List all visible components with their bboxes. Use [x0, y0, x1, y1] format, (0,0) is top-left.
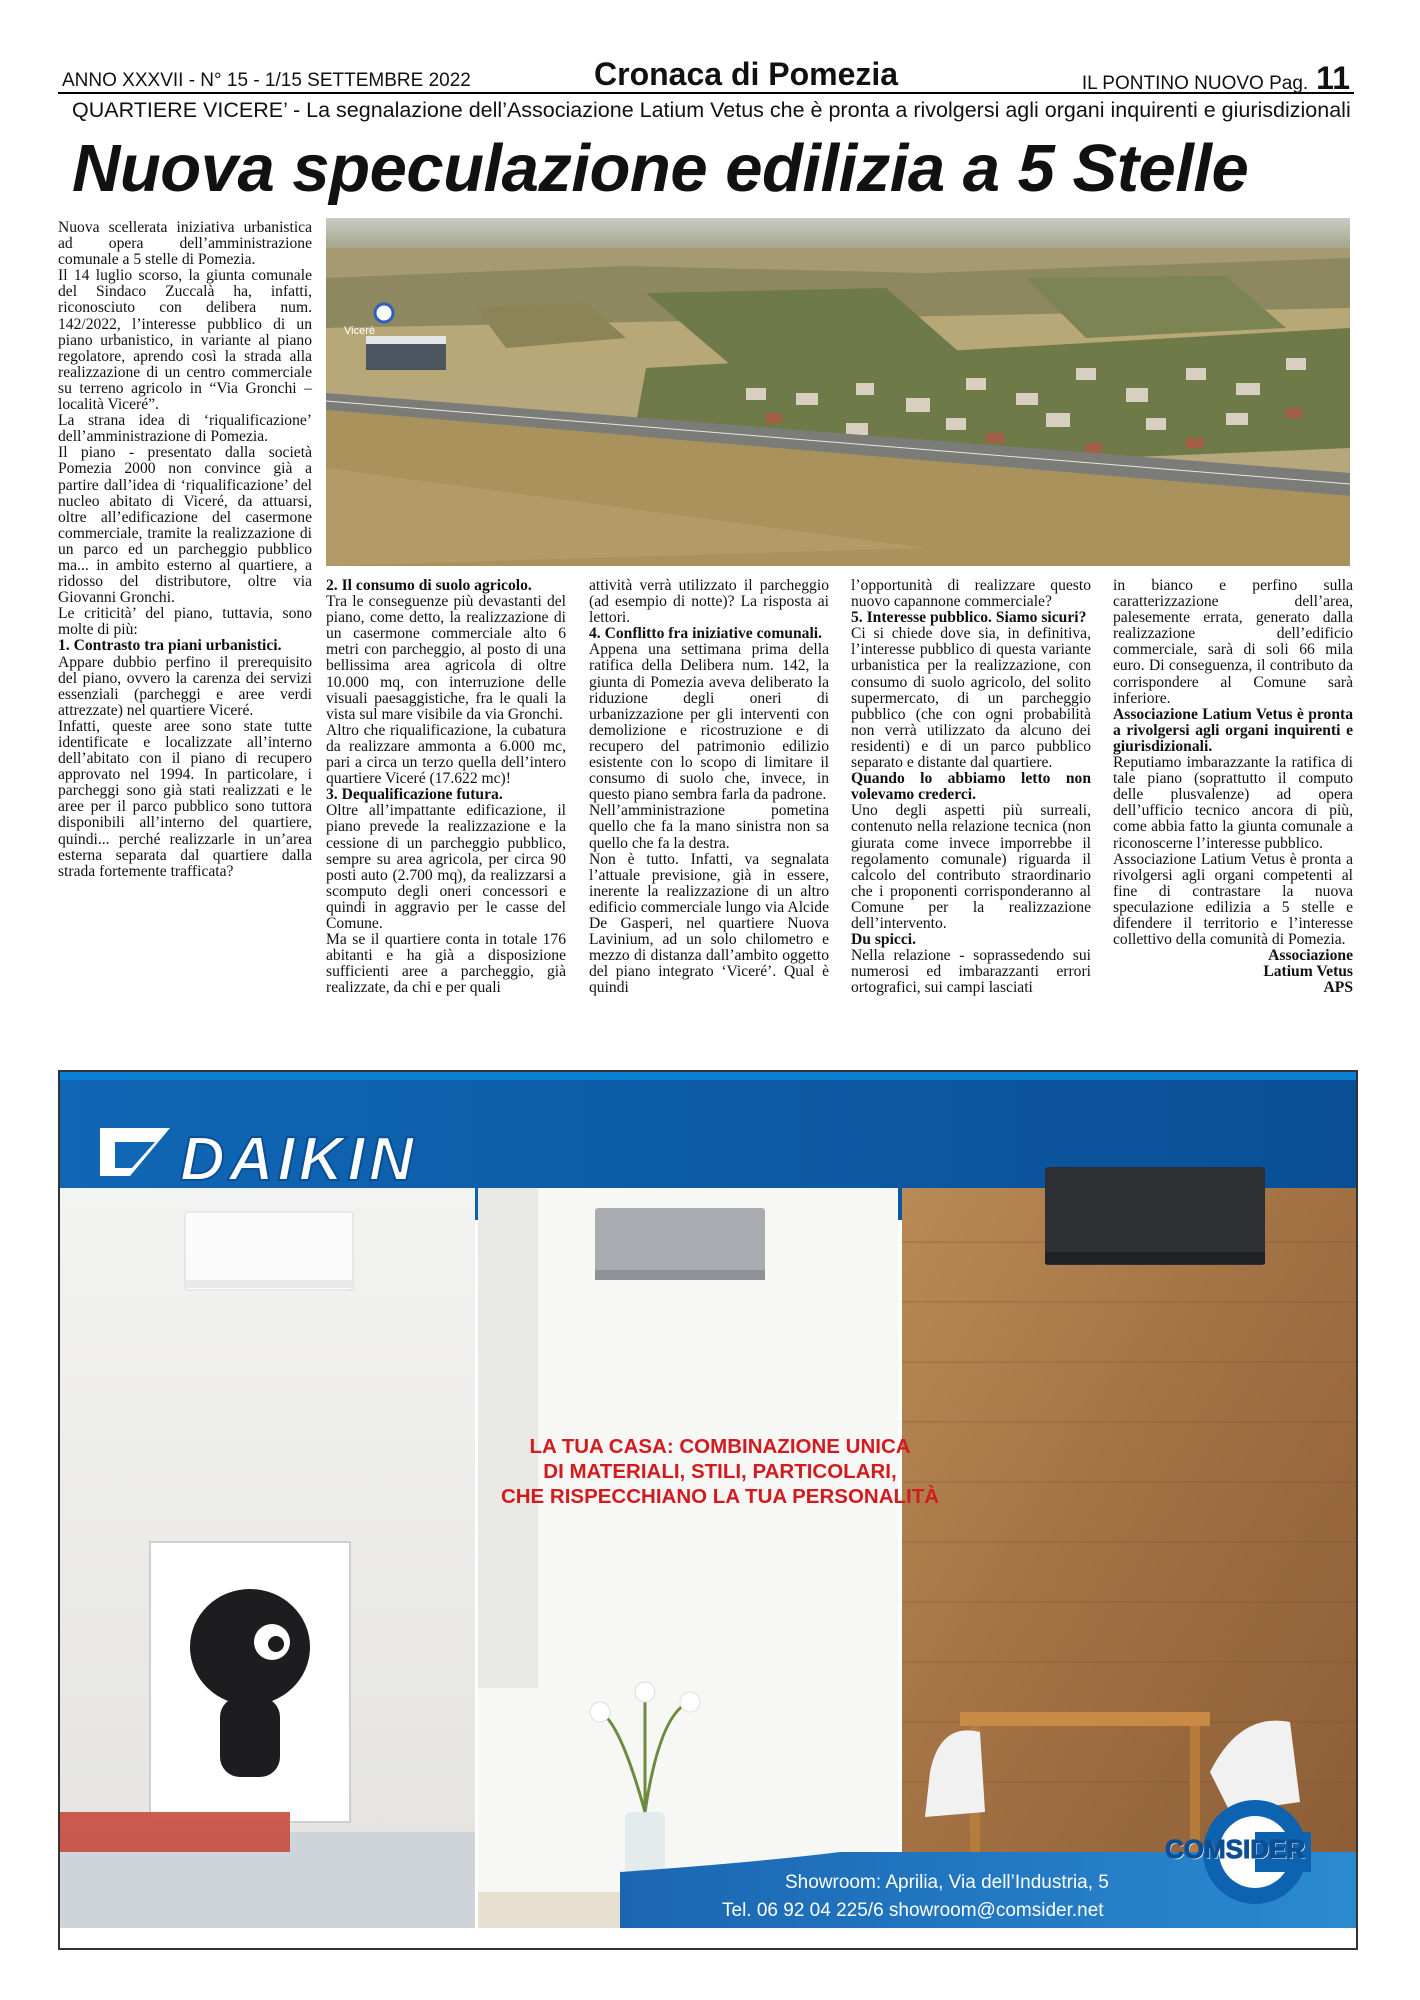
paragraph: attività verrà utilizzato il parcheggio (ad esempio di notte)? La risposta ai lettori. [589, 577, 829, 627]
issue-info: ANNO XXXVII - N° 15 - 1/15 SETTEMBRE 2022 [62, 70, 471, 91]
paragraph: Non è tutto. Infatti, va segnalata l’attuale previsione, già in essere, inerente la realizzazione di un altro edificio commerciale lungo via Alcide De Gasperi, nel quartiere Nuova Lavinium, ad un solo chilometro e mezzo di distanza dall’ambito oggetto del piano integrato ‘Viceré’. Qual è quindi [589, 850, 829, 997]
signature-line: APS [1323, 979, 1353, 997]
daikin-logo: DAIKIN [180, 1125, 418, 1194]
paragraph: Le criticità’ del piano, tuttavia, sono molte di più: [58, 605, 312, 639]
slogan-line: DI MATERIALI, STILI, PARTICOLARI, [543, 1460, 897, 1483]
paragraph: Nuova scellerata iniziativa urbanistica ad opera dell’amministrazione comunale a 5 stelle di Pomezia. [58, 219, 312, 269]
paragraph: Appare dubbio perfino il prerequisito del piano, ovvero la carenza dei servizi essenziali (parcheggi e aree verdi attrezzate) nel quartiere Viceré. [58, 653, 312, 719]
article-column-1 [58, 220, 312, 880]
comsider-logo: COMSIDER [1165, 1834, 1306, 1864]
subheading: Du spicci. [851, 931, 916, 949]
subheading: 5. Interesse pubblico. Siamo sicuri? [851, 609, 1087, 627]
subheading: Associazione Latium Vetus è pronta a rivolgersi agli organi inquirenti e giurisdizionali. [1113, 705, 1353, 755]
aerial-photo-illustration [326, 218, 1350, 566]
paragraph: Oltre all’impattante edificazione, il piano prevede la realizzazione e la cessione di un parcheggio pubblico, sempre su area agricola, per circa 90 posti auto (2.700 mq), da realizzarsi a scomputo degli oneri concessori e quindi in aggravio per le casse del Comune. [326, 802, 566, 932]
page-number: 11 [1316, 60, 1350, 96]
paragraph: Associazione Latium Vetus è pronta a rivolgersi agli organi competenti al fine di contrastare la nuova speculazione edilizia a 5 stelle e difendere il territorio e l’interesse collettivo della comunità di Pomezia. [1113, 850, 1353, 949]
subheading: 2. Il consumo di suolo agricolo. [326, 577, 532, 594]
paragraph: Appena una settimana prima della ratifica della Delibera num. 142, la giunta di Pomezia aveva deliberato la riduzione degli oneri di urbanizzazione per gli interventi con demolizione e ricostruzione e di recupero del patrimonio edilizio esistente con lo scopo di limitare il consumo di suolo che, invece, in questo piano sembra farla da padrone. [589, 641, 829, 804]
aerial-photo [326, 218, 1350, 566]
subheading: Quando lo abbiamo letto non volevamo crederci. [851, 770, 1091, 804]
daikin-advertisement[interactable] [58, 1070, 1358, 1950]
article-kicker: QUARTIERE VICERE’ - La segnalazione dell’Associazione Latium Vetus che è pronta a rivolgersi agli organi inquirenti e giurisdizionali [72, 98, 1351, 122]
paragraph: Reputiamo imbarazzante la ratifica di tale piano (soprattutto il computo delle plusvalenze) ad opera dell’ufficio tecnico ancora di più, come abbia fatto la giunta comunale a riconoscerne l’interesse pubblico. [1113, 754, 1353, 852]
paragraph: Il piano - presentato dalla società Pomezia 2000 non convince già a partire dall’idea di ‘riqualificazione’ del nucleo abitato di Viceré, da attuarsi, oltre all’edificazione del casermone commerciale, tramite la realizzazione di un parco ed un parcheggio pubblico ma... in ambito esterno al quartiere, a ridosso del distributore, oltre via Giovanni Gronchi. [58, 444, 312, 607]
showroom-address: Showroom: Aprilia, Via dell’Industria, 5 [785, 1872, 1109, 1893]
page-info [1082, 60, 1350, 97]
advertisement-artwork [60, 1072, 1356, 1948]
paragraph: Il 14 luglio scorso, la giunta comunale del Sindaco Zuccalà ha, infatti, riconosciuto con delibera num. 142/2022, l’interesse pubblico di un piano urbanistico, in variante al piano regolatore, aprendo così la strada alla realizzazione di un centro commerciale su terreno agricolo in “Via Gronchi – località Viceré”. [58, 267, 312, 414]
subheading: 3. Dequalificazione futura. [326, 786, 503, 804]
ad-slogan [480, 1434, 960, 1509]
paragraph: in bianco e perfino sulla caratterizzazione dell’area, palesemente errata, generato dalla realizzazione dell’edificio commerciale, sarà di soli 66 mila euro. Di conseguenza, il contributo da corrispondere al Comune sarà inferiore. [1113, 577, 1353, 707]
signature-line: Latium Vetus [1263, 963, 1353, 981]
publication-name: IL PONTINO NUOVO Pag. [1081, 73, 1309, 94]
paragraph: La strana idea di ‘riqualificazione’ dell’amministrazione di Pomezia. [58, 412, 312, 446]
article-column-4 [851, 578, 1091, 996]
slogan-line: CHE RISPECCHIANO LA TUA PERSONALITÀ [500, 1485, 940, 1508]
paragraph: Nella relazione - soprassedendo sui numerosi ed imbarazzanti errori ortografici, sui campi lasciati [851, 947, 1091, 997]
photo-location-label: Vicerè [344, 325, 375, 337]
paragraph: l’opportunità di realizzare questo nuovo capannone commerciale? [851, 577, 1091, 611]
subheading: 4. Conflitto fra iniziative comunali. [589, 625, 823, 643]
paragraph: Tra le conseguenze più devastanti del piano, come detto, la realizzazione di un casermone commerciale alto 6 metri con parcheggio, al posto di una bellissima area agricola di oltre 10.000 mq, con interruzione delle visuali paesaggistiche, fra le quali la vista sul mare visibile da via Gronchi. [326, 593, 566, 723]
masthead [58, 58, 1354, 94]
paragraph: Uno degli aspetti più surreali, contenuto nella relazione tecnica (non giurata come invece imporrebbe il regolamento comunale) riguarda il calcolo del contributo straordinario che i proponenti corrisponderanno al Comune per la realizzazione dell’intervento. [851, 802, 1091, 932]
section-title: Cronaca di Pomezia [594, 56, 899, 92]
subheading: 1. Contrasto tra piani urbanistici. [58, 637, 282, 655]
paragraph: Ci si chiede dove sia, in definitiva, l’interesse pubblico di questa variante urbanistica per la realizzazione, con consumo di suolo agricolo, del solito supermercato, di un parcheggio pubblico (che con ogni probabilità non verrà utilizzato da alcuno dei residenti) e di un parco pubblico separato e distante dal quartiere. [851, 625, 1091, 772]
paragraph: Nell’amministrazione pometina quello che fa la mano sinistra non sa quello che fa la destra. [589, 802, 829, 852]
article-column-5 [1113, 578, 1353, 996]
article-column-3 [589, 578, 829, 996]
article-column-2 [326, 578, 566, 996]
showroom-contact[interactable]: Tel. 06 92 04 225/6 showroom@comsider.net [722, 1900, 1104, 1921]
article-headline: Nuova speculazione edilizia a 5 Stelle [72, 131, 1249, 206]
paragraph: Infatti, queste aree sono state tutte identificate e localizzate all’interno dell’abitato con il piano di recupero approvato nel 1994. In particolare, i parcheggi sono già stati realizzati e le aree per il parco pubblico sono tuttora disponibili all’interno del quartiere, quindi... perché realizzarle in un’area esterna separata dal quartiere dalla strada fortemente trafficata? [58, 717, 312, 880]
slogan-line: LA TUA CASA: COMBINAZIONE UNICA [529, 1435, 911, 1458]
paragraph: Altro che riqualificazione, la cubatura da realizzare ammonta a 6.000 mc, pari a circa un terzo quella dell’intero quartiere Viceré (17.622 mc)! [326, 721, 566, 788]
signature-line: Associazione [1268, 947, 1353, 965]
paragraph: Ma se il quartiere conta in totale 176 abitanti e ha già a disposizione sufficienti aree a parcheggio, già realizzate, da chi e per quali [326, 931, 566, 997]
